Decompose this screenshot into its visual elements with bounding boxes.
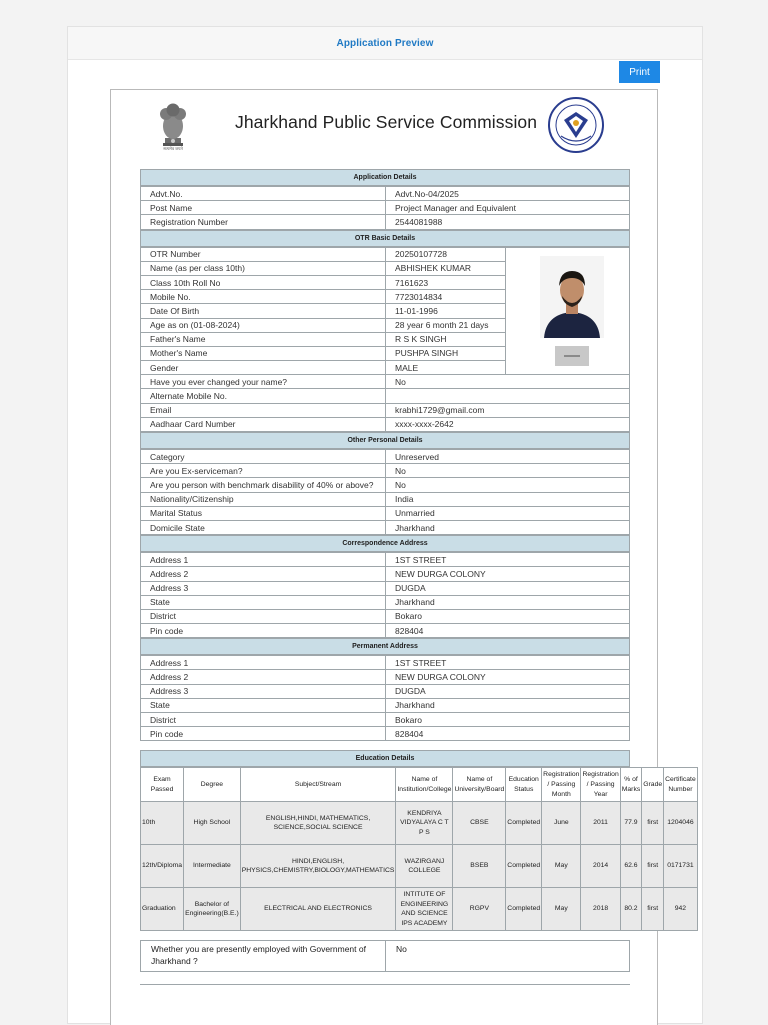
section-application-details: Application Details	[140, 169, 630, 186]
field-label: State	[141, 698, 386, 712]
section-correspondence: Correspondence Address	[140, 535, 630, 552]
column-header: Exam Passed	[141, 768, 184, 802]
column-header: Registration / Passing Year	[581, 768, 620, 802]
field-label: Address 1	[141, 553, 386, 567]
field-label: Alternate Mobile No.	[141, 389, 386, 403]
table-row	[141, 595, 630, 609]
table-cell: first	[642, 802, 664, 845]
table-row	[141, 670, 630, 684]
application-sheet	[110, 89, 696, 1025]
field-label: State	[141, 595, 386, 609]
table-cell: ENGLISH,HINDI, MATHEMATICS, SCIENCE,SOCIAL SCIENCE	[240, 802, 396, 845]
field-value: Bokaro	[386, 609, 630, 623]
table-row	[141, 656, 630, 670]
table-cell: Completed	[506, 845, 542, 888]
field-value: 7723014834	[386, 290, 506, 304]
emblem-caption: सत्यमेव जयते	[163, 146, 183, 151]
field-label: Address 2	[141, 567, 386, 581]
table-cell: first	[642, 845, 664, 888]
table-cell: first	[642, 888, 664, 931]
table-row	[141, 520, 630, 534]
jpsc-logo-icon	[547, 96, 605, 154]
field-label: Address 3	[141, 684, 386, 698]
table-row	[141, 187, 630, 201]
table-cell: BSEB	[453, 845, 506, 888]
field-value	[386, 389, 630, 403]
table-row	[141, 845, 698, 888]
table-row	[141, 389, 630, 403]
table-row	[141, 506, 630, 520]
section-permanent: Permanent Address	[140, 638, 630, 655]
column-header: Education Status	[506, 768, 542, 802]
table-cell: INTITUTE OF ENGINEERING AND SCIENCE IPS ACADEMY	[396, 888, 453, 931]
field-label: Mother's Name	[141, 346, 386, 360]
table-cell: ELECTRICAL AND ELECTRONICS	[240, 888, 396, 931]
field-label: Aadhaar Card Number	[141, 417, 386, 431]
table-row	[141, 802, 698, 845]
org-title: Jharkhand Public Service Commission	[235, 112, 538, 132]
field-label: Pin code	[141, 727, 386, 741]
table-cell: 2011	[581, 802, 620, 845]
details-form	[140, 169, 696, 972]
field-label: Category	[141, 450, 386, 464]
table-cell: Intermediate	[184, 845, 241, 888]
field-value: Project Manager and Equivalent	[386, 201, 630, 215]
candidate-signature	[555, 346, 589, 366]
education-table	[140, 767, 698, 931]
field-label: Name (as per class 10th)	[141, 261, 386, 275]
section-otr-basic: OTR Basic Details	[140, 230, 630, 247]
field-value: Jharkhand	[386, 595, 630, 609]
field-value: MALE	[386, 361, 506, 375]
table-cell: 2014	[581, 845, 620, 888]
column-header: Name of University/Board	[453, 768, 506, 802]
candidate-photo	[540, 256, 604, 338]
field-value: 828404	[386, 624, 630, 638]
column-header: Certificate Number	[664, 768, 698, 802]
field-value: Unmarried	[386, 506, 630, 520]
other-personal-table	[140, 449, 630, 535]
table-cell: WAZIRGANJ COLLEGE	[396, 845, 453, 888]
table-cell: May	[542, 888, 581, 931]
divider	[140, 984, 630, 985]
permanent-table	[140, 655, 630, 741]
field-value: NEW DURGA COLONY	[386, 670, 630, 684]
field-label: Address 2	[141, 670, 386, 684]
field-value: NEW DURGA COLONY	[386, 567, 630, 581]
table-cell: 10th	[141, 802, 184, 845]
field-label: Address 3	[141, 581, 386, 595]
field-value: 1ST STREET	[386, 553, 630, 567]
column-header: Registration / Passing Month	[542, 768, 581, 802]
field-value: India	[386, 492, 630, 506]
field-label: Domicile State	[141, 520, 386, 534]
field-label: Mobile No.	[141, 290, 386, 304]
table-row	[141, 624, 630, 638]
field-label: Marital Status	[141, 506, 386, 520]
table-cell: June	[542, 802, 581, 845]
table-cell: May	[542, 845, 581, 888]
column-header: % of Marks	[620, 768, 642, 802]
employment-question: Whether you are presently employed with Government of Jharkhand ?	[141, 941, 386, 972]
field-label: Are you person with benchmark disability of 40% or above?	[141, 478, 386, 492]
field-value: Advt.No-04/2025	[386, 187, 630, 201]
field-value: 28 year 6 month 21 days	[386, 318, 506, 332]
table-cell: Completed	[506, 802, 542, 845]
table-cell: 62.6	[620, 845, 642, 888]
table-cell: RGPV	[453, 888, 506, 931]
employment-answer: No	[386, 941, 630, 972]
table-row	[141, 201, 630, 215]
field-label: Advt.No.	[141, 187, 386, 201]
table-row	[141, 727, 630, 741]
field-value: Bokaro	[386, 713, 630, 727]
table-row	[141, 567, 630, 581]
table-row	[141, 684, 630, 698]
table-cell: Completed	[506, 888, 542, 931]
table-row	[141, 581, 630, 595]
field-label: OTR Number	[141, 247, 386, 261]
table-row	[141, 215, 630, 229]
field-value: DUGDA	[386, 684, 630, 698]
field-label: Nationality/Citizenship	[141, 492, 386, 506]
table-row	[141, 888, 698, 931]
column-header: Name of Institution/College	[396, 768, 453, 802]
field-value: No	[386, 375, 630, 389]
photo-cell	[506, 247, 630, 375]
table-cell: High School	[184, 802, 241, 845]
table-row	[141, 247, 630, 261]
field-value: Jharkhand	[386, 698, 630, 712]
field-value: 7161623	[386, 275, 506, 289]
table-cell: KENDRIYA VIDYALAYA C T P S	[396, 802, 453, 845]
field-value: ABHISHEK KUMAR	[386, 261, 506, 275]
table-cell: 77.9	[620, 802, 642, 845]
section-other-personal: Other Personal Details	[140, 432, 630, 449]
education-header-row	[141, 768, 698, 802]
field-value: 11-01-1996	[386, 304, 506, 318]
field-value: 2544081988	[386, 215, 630, 229]
field-label: Pin code	[141, 624, 386, 638]
field-label: District	[141, 713, 386, 727]
table-cell: 12th/Diploma	[141, 845, 184, 888]
field-label: Post Name	[141, 201, 386, 215]
field-label: District	[141, 609, 386, 623]
otr-table	[140, 247, 630, 432]
table-row	[141, 450, 630, 464]
table-row	[141, 417, 630, 431]
field-label: Email	[141, 403, 386, 417]
table-row	[141, 553, 630, 567]
field-value: 828404	[386, 727, 630, 741]
table-row	[141, 713, 630, 727]
field-value: R S K SINGH	[386, 332, 506, 346]
sheet-header	[111, 90, 657, 166]
employment-table	[140, 940, 630, 972]
column-header: Degree	[184, 768, 241, 802]
field-label: Age as on (01-08-2024)	[141, 318, 386, 332]
column-header: Grade	[642, 768, 664, 802]
preview-header	[68, 27, 702, 60]
field-value: PUSHPA SINGH	[386, 346, 506, 360]
field-value: 20250107728	[386, 247, 506, 261]
field-value: Unreserved	[386, 450, 630, 464]
table-cell: 2018	[581, 888, 620, 931]
table-cell: 0171731	[664, 845, 698, 888]
field-value: No	[386, 478, 630, 492]
field-label: Have you ever changed your name?	[141, 375, 386, 389]
field-label: Registration Number	[141, 215, 386, 229]
table-row	[141, 403, 630, 417]
field-label: Address 1	[141, 656, 386, 670]
field-value: Jharkhand	[386, 520, 630, 534]
field-value: 1ST STREET	[386, 656, 630, 670]
table-cell: Graduation	[141, 888, 184, 931]
section-education: Education Details	[140, 750, 630, 767]
table-row	[141, 375, 630, 389]
field-value: No	[386, 464, 630, 478]
field-label: Date Of Birth	[141, 304, 386, 318]
education-section	[140, 750, 696, 931]
table-row	[141, 941, 630, 972]
field-label: Father's Name	[141, 332, 386, 346]
field-label: Are you Ex-serviceman?	[141, 464, 386, 478]
print-button[interactable]: Print	[619, 61, 660, 83]
field-value: xxxx-xxxx-2642	[386, 417, 630, 431]
table-cell: HINDI,ENGLISH, PHYSICS,CHEMISTRY,BIOLOGY,MATHEMATICS	[240, 845, 396, 888]
field-value: krabhi1729@gmail.com	[386, 403, 630, 417]
column-header: Subject/Stream	[240, 768, 396, 802]
table-cell: Bachelor of Engineering(B.E.)	[184, 888, 241, 931]
table-cell: 942	[664, 888, 698, 931]
table-cell: CBSE	[453, 802, 506, 845]
field-label: Class 10th Roll No	[141, 275, 386, 289]
preview-panel	[67, 26, 703, 1024]
application-table	[140, 186, 630, 230]
field-value: DUGDA	[386, 581, 630, 595]
correspondence-table	[140, 552, 630, 638]
field-label: Gender	[141, 361, 386, 375]
table-cell: 80.2	[620, 888, 642, 931]
table-row	[141, 609, 630, 623]
table-row	[141, 464, 630, 478]
table-cell: 1204046	[664, 802, 698, 845]
table-row	[141, 492, 630, 506]
table-row	[141, 698, 630, 712]
preview-title: Application Preview	[336, 37, 434, 49]
table-row	[141, 478, 630, 492]
